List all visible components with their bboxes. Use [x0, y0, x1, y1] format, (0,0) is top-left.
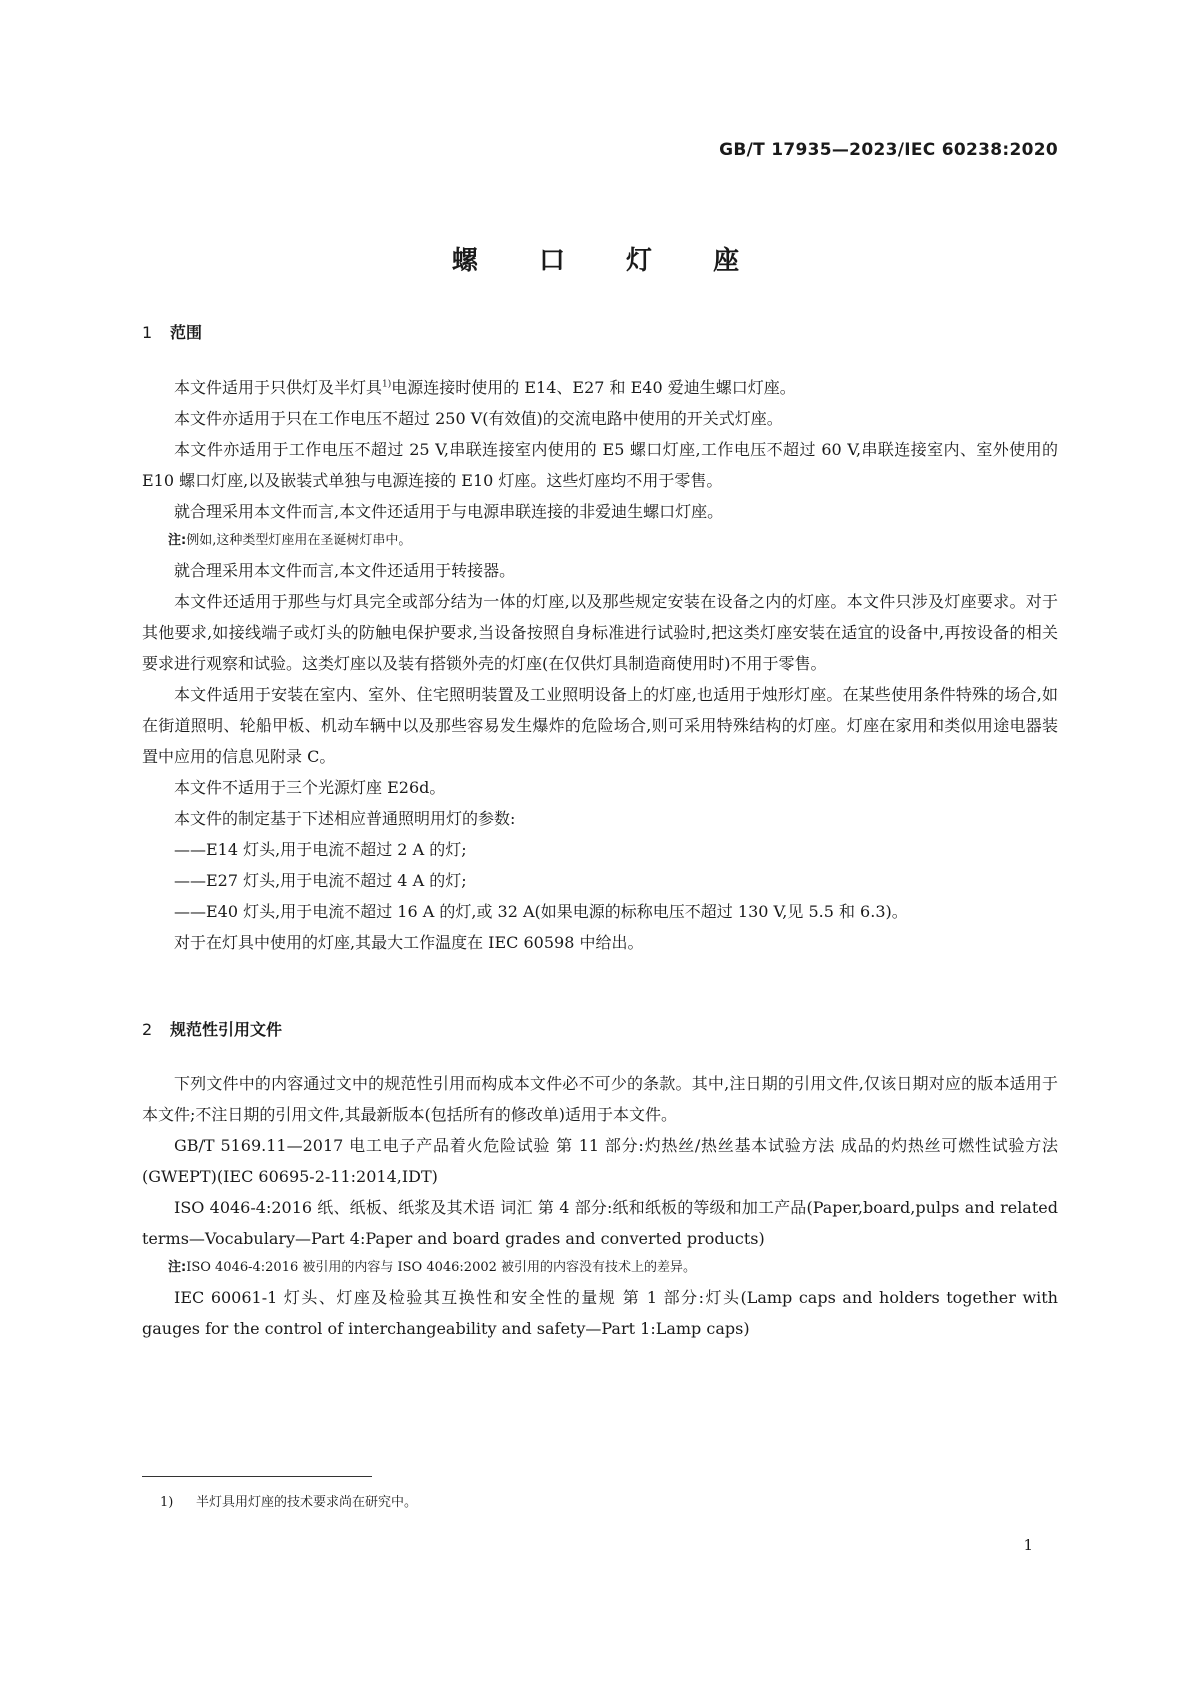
footnote-ref[interactable]: 1) [382, 379, 392, 390]
paragraph: 就合理采用本文件而言,本文件还适用于转接器。 [174, 561, 516, 580]
footnote-marker: 1) [160, 1495, 174, 1510]
paragraph: 本文件不适用于三个光源灯座 E26d。 [174, 778, 446, 797]
reference-entry: IEC 60061-1 灯头、灯座及检验其互换性和安全性的量规 第 1 部分:灯头(Lamp caps and holders together with gauges for the control of interchangeability and safety—Part 1:Lamp caps) [142, 1288, 1058, 1338]
footnote-divider [142, 1476, 372, 1477]
page-number: 1 [1023, 1536, 1033, 1554]
paragraph: 本文件适用于安装在室内、室外、住宅照明装置及工业照明设备上的灯座,也适用于烛形灯座。在某些使用条件特殊的场合,如在街道照明、轮船甲板、机动车辆中以及那些容易发生爆炸的危险场合,则可采用特殊结构的灯座。灯座在家用和类似用途电器装置中应用的信息见附录 C。 [142, 685, 1058, 766]
paragraph: 本文件亦适用于工作电压不超过 25 V,串联连接室内使用的 E5 螺口灯座,工作电压不超过 60 V,串联连接室内、室外使用的 E10 螺口灯座,以及嵌装式单独与电源连接的 E10 灯座。这些灯座均不用于零售。 [142, 440, 1058, 490]
section-2-title: 规范性引用文件 [170, 1020, 283, 1039]
note-label: 注: [168, 533, 187, 548]
section-1-number: 1 [142, 323, 153, 342]
reference-entry: GB/T 5169.11—2017 电工电子产品着火危险试验 第 11 部分:灼热丝/热丝基本试验方法 成品的灼热丝可燃性试验方法(GWEPT)(IEC 60695-2-11:2014,IDT) [142, 1136, 1058, 1186]
section-1-body [142, 372, 1058, 958]
section-2-body [142, 1068, 1058, 1344]
note-label: 注: [168, 1260, 187, 1275]
note: 注:ISO 4046-4:2016 被引用的内容与 ISO 4046:2002 被引用的内容没有技术上的差异。 [168, 1260, 697, 1275]
section-1-heading [142, 320, 202, 343]
section-1-title: 范围 [170, 323, 203, 342]
dash-item: ——E27 灯头,用于电流不超过 4 A 的灯; [174, 871, 467, 890]
standard-number: GB/T 17935—2023/IEC 60238:2020 [719, 140, 1058, 160]
section-2-number: 2 [142, 1020, 153, 1039]
paragraph: 本文件还适用于那些与灯具完全或部分结为一体的灯座,以及那些规定安装在设备之内的灯座。本文件只涉及灯座要求。对于其他要求,如接线端子或灯头的防触电保护要求,当设备按照自身标准进行试验时,把这类灯座安装在适宜的设备中,再按设备的相关要求进行观察和试验。这类灯座以及装有搭锁外壳的灯座(在仅供灯具制造商使用时)不用于零售。 [142, 592, 1058, 673]
paragraph: 本文件适用于只供灯及半灯具$^{1)}$电源连接时使用的 E14、E27 和 E40 爱迪生螺口灯座。 [174, 378, 796, 397]
paragraph: 本文件的制定基于下述相应普通照明用灯的参数: [174, 809, 516, 828]
document-title: 螺 口 灯 座 [451, 246, 766, 276]
dash-item: ——E40 灯头,用于电流不超过 16 A 的灯,或 32 A(如果电源的标称电压不超过 130 V,见 5.5 和 6.3)。 [174, 902, 908, 921]
reference-entry: ISO 4046-4:2016 纸、纸板、纸浆及其术语 词汇 第 4 部分:纸和纸板的等级和加工产品(Paper,board,pulps and related terms—Vocabulary—Part 4:Paper and board grades and converted products) [142, 1198, 1058, 1248]
paragraph: 就合理采用本文件而言,本文件还适用于与电源串联连接的非爱迪生螺口灯座。 [174, 502, 724, 521]
note: 注:例如,这种类型灯座用在圣诞树灯串中。 [168, 533, 412, 548]
footnote [160, 1491, 417, 1510]
footnote-text: 半灯具用灯座的技术要求尚在研究中。 [196, 1495, 418, 1510]
section-2-heading [142, 1017, 282, 1040]
paragraph: 本文件亦适用于只在工作电压不超过 250 V(有效值)的交流电路中使用的开关式灯座。 [174, 409, 783, 428]
paragraph: 对于在灯具中使用的灯座,其最大工作温度在 IEC 60598 中给出。 [174, 933, 644, 952]
paragraph: 下列文件中的内容通过文中的规范性引用而构成本文件必不可少的条款。其中,注日期的引用文件,仅该日期对应的版本适用于本文件;不注日期的引用文件,其最新版本(包括所有的修改单)适用于本文件。 [142, 1074, 1058, 1124]
dash-item: ——E14 灯头,用于电流不超过 2 A 的灯; [174, 840, 467, 859]
